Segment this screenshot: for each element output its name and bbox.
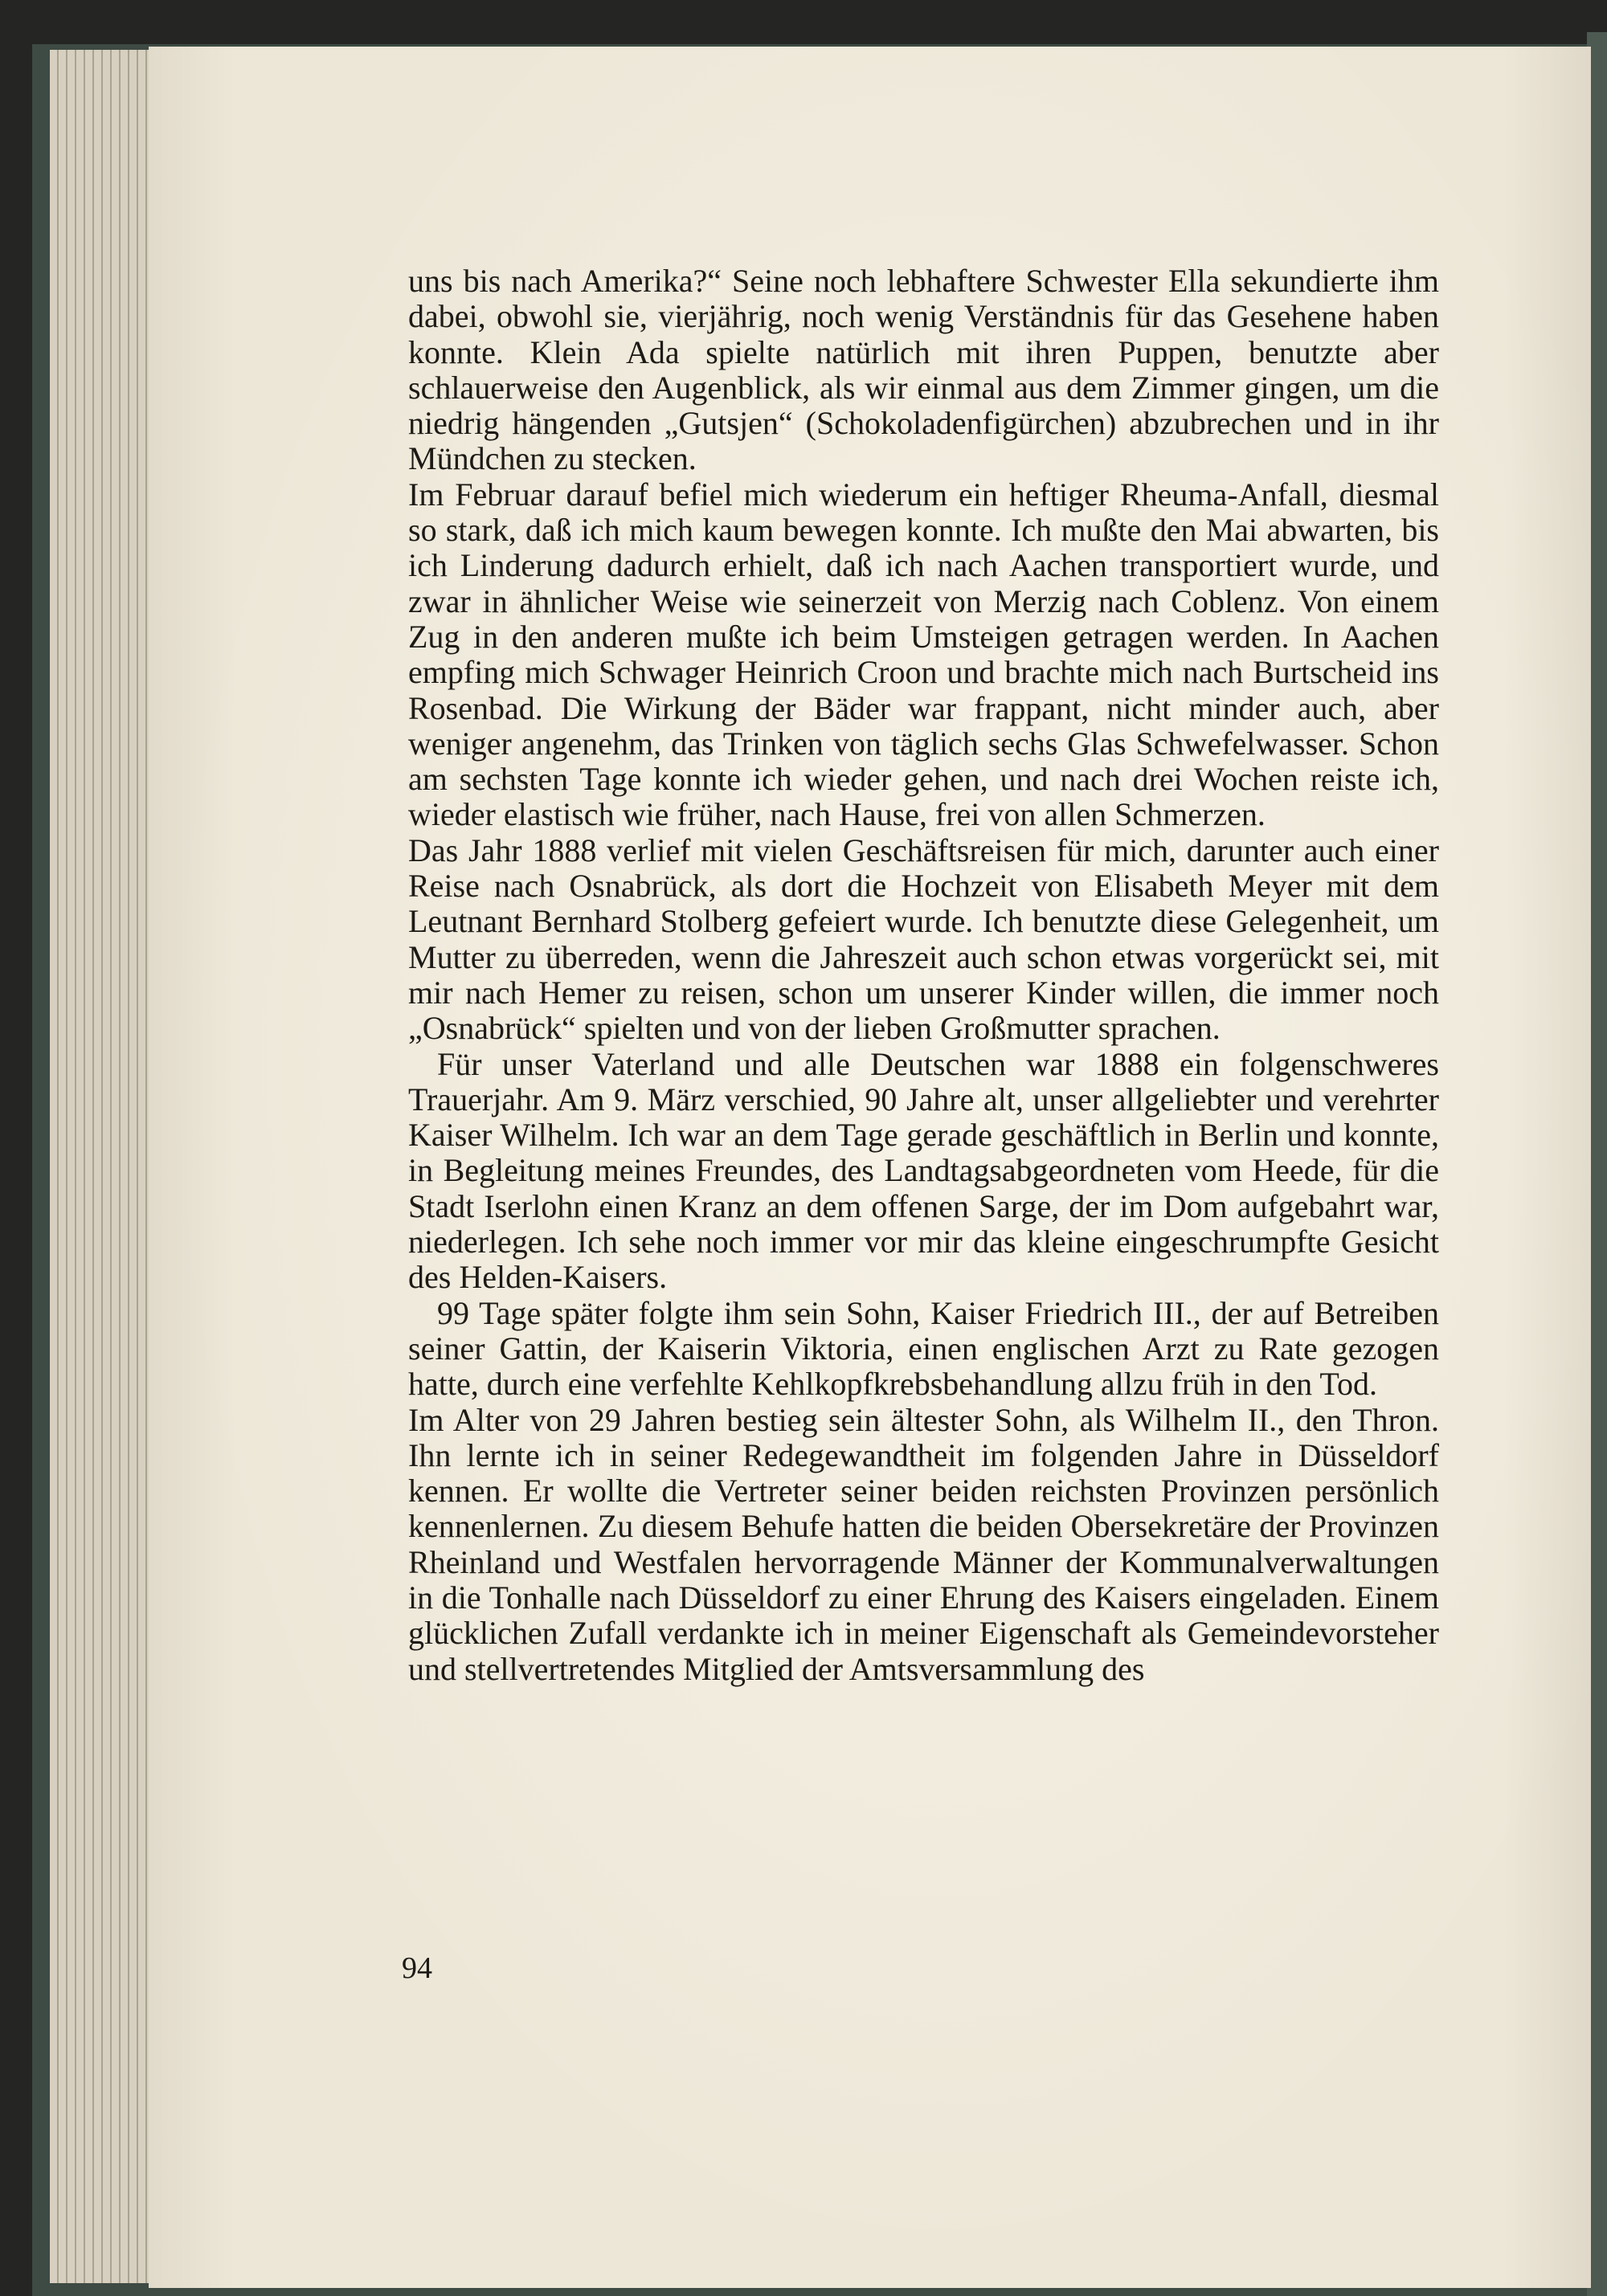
paragraph: 99 Tage später folgte ihm sein Sohn, Kaiser Friedrich III., der auf Betreiben seiner Gattin, der Kaiserin Viktoria, einen englischen Arzt zu Rate gezogen hatte, durch eine verfehlte Kehlkopfkrebsbehandlung allzu früh in den Tod. bbox=[408, 1294, 1439, 1403]
paragraph: Im Alter von 29 Jahren bestieg sein ältester Sohn, als Wilhelm II., den Thron. Ihn lernte ich in seiner Redegewandtheit im folgenden Jahre in Düsseldorf kennen. Er wollte die Vertreter seiner beiden reichsten Provinzen persönlich kennenlernen. Zu diesem Behufe hatten die beiden Obersekretäre der Provinzen Rheinland und Westfalen hervorragende Männer der Kommunalverwaltungen in die Tonhalle nach Düsseldorf zu einer Ehrung des Kaisers eingeladen. Einem glücklichen Zufall verdankte ich in meiner Eigenschaft als Gemeindevorsteher und stellvertretendes Mitglied der Amtsversammlung des bbox=[408, 1401, 1439, 1687]
body-text bbox=[408, 264, 1439, 1687]
paragraph: Das Jahr 1888 verlief mit vielen Geschäftsreisen für mich, darunter auch einer Reise nach Osnabrück, als dort die Hochzeit von Elisabeth Meyer mit dem Leutnant Bernhard Stolberg gefeiert wurde. Ich benutzte diese Gelegenheit, um Mutter zu überreden, wenn die Jahreszeit auch schon etwas vorgerückt sei, mit mir nach Hemer zu reisen, schon um unserer Kinder willen, die immer noch „Osnabrück“ spielten und von der lieben Großmutter sprachen. bbox=[408, 831, 1439, 1047]
page-number: 94 bbox=[402, 1951, 432, 1985]
paragraph: uns bis nach Amerika?“ Seine noch lebhaftere Schwester Ella sekundierte ihm dabei, obwohl sie, vierjährig, noch wenig Verständnis für das Gesehene haben konnte. Klein Ada spielte natürlich mit ihren Puppen, benutzte aber schlauerweise den Augenblick, als wir einmal aus dem Zimmer gingen, um die niedrig hängenden „Gutsjen“ (Schokoladenfigürchen) abzubrechen und in ihr Mündchen zu stecken. bbox=[408, 263, 1439, 477]
paragraph: Für unser Vaterland und alle Deutschen war 1888 ein folgenschweres Trauerjahr. Am 9. März verschied, 90 Jahre alt, unser allgeliebter und verehrter Kaiser Wilhelm. Ich war an dem Tage gerade geschäftlich in Berlin und konnte, in Begleitung meines Freundes, des Landtagsabgeordneten vom Heede, für die Stadt Iserlohn einen Kranz an dem offenen Sarge, der im Dom aufgebahrt war, niederlegen. Ich sehe noch immer vor mir das kleine eingeschrumpfte Gesicht des Helden-Kaisers. bbox=[408, 1045, 1439, 1296]
paragraph: Im Februar darauf befiel mich wiederum ein heftiger Rheuma-Anfall, diesmal so stark, daß ich mich kaum bewegen konnte. Ich mußte den Mai abwarten, bis ich Linderung dadurch erhielt, daß ich nach Aachen transportiert wurde, und zwar in ähnlicher Weise wie seinerzeit von Merzig nach Coblenz. Von einem Zug in den anderen mußte ich beim Umsteigen getragen werden. In Aachen empfing mich Schwager Heinrich Croon und brachte mich nach Burtscheid ins Rosenbad. Die Wirkung der Bäder war frappant, nicht minder auch, aber weniger angenehm, das Trinken von täglich sechs Glas Schwefelwasser. Schon am sechsten Tage konnte ich wieder gehen, und nach drei Wochen reiste ich, wieder elastisch wie früher, nach Hause, frei von allen Schmerzen. bbox=[408, 476, 1439, 833]
